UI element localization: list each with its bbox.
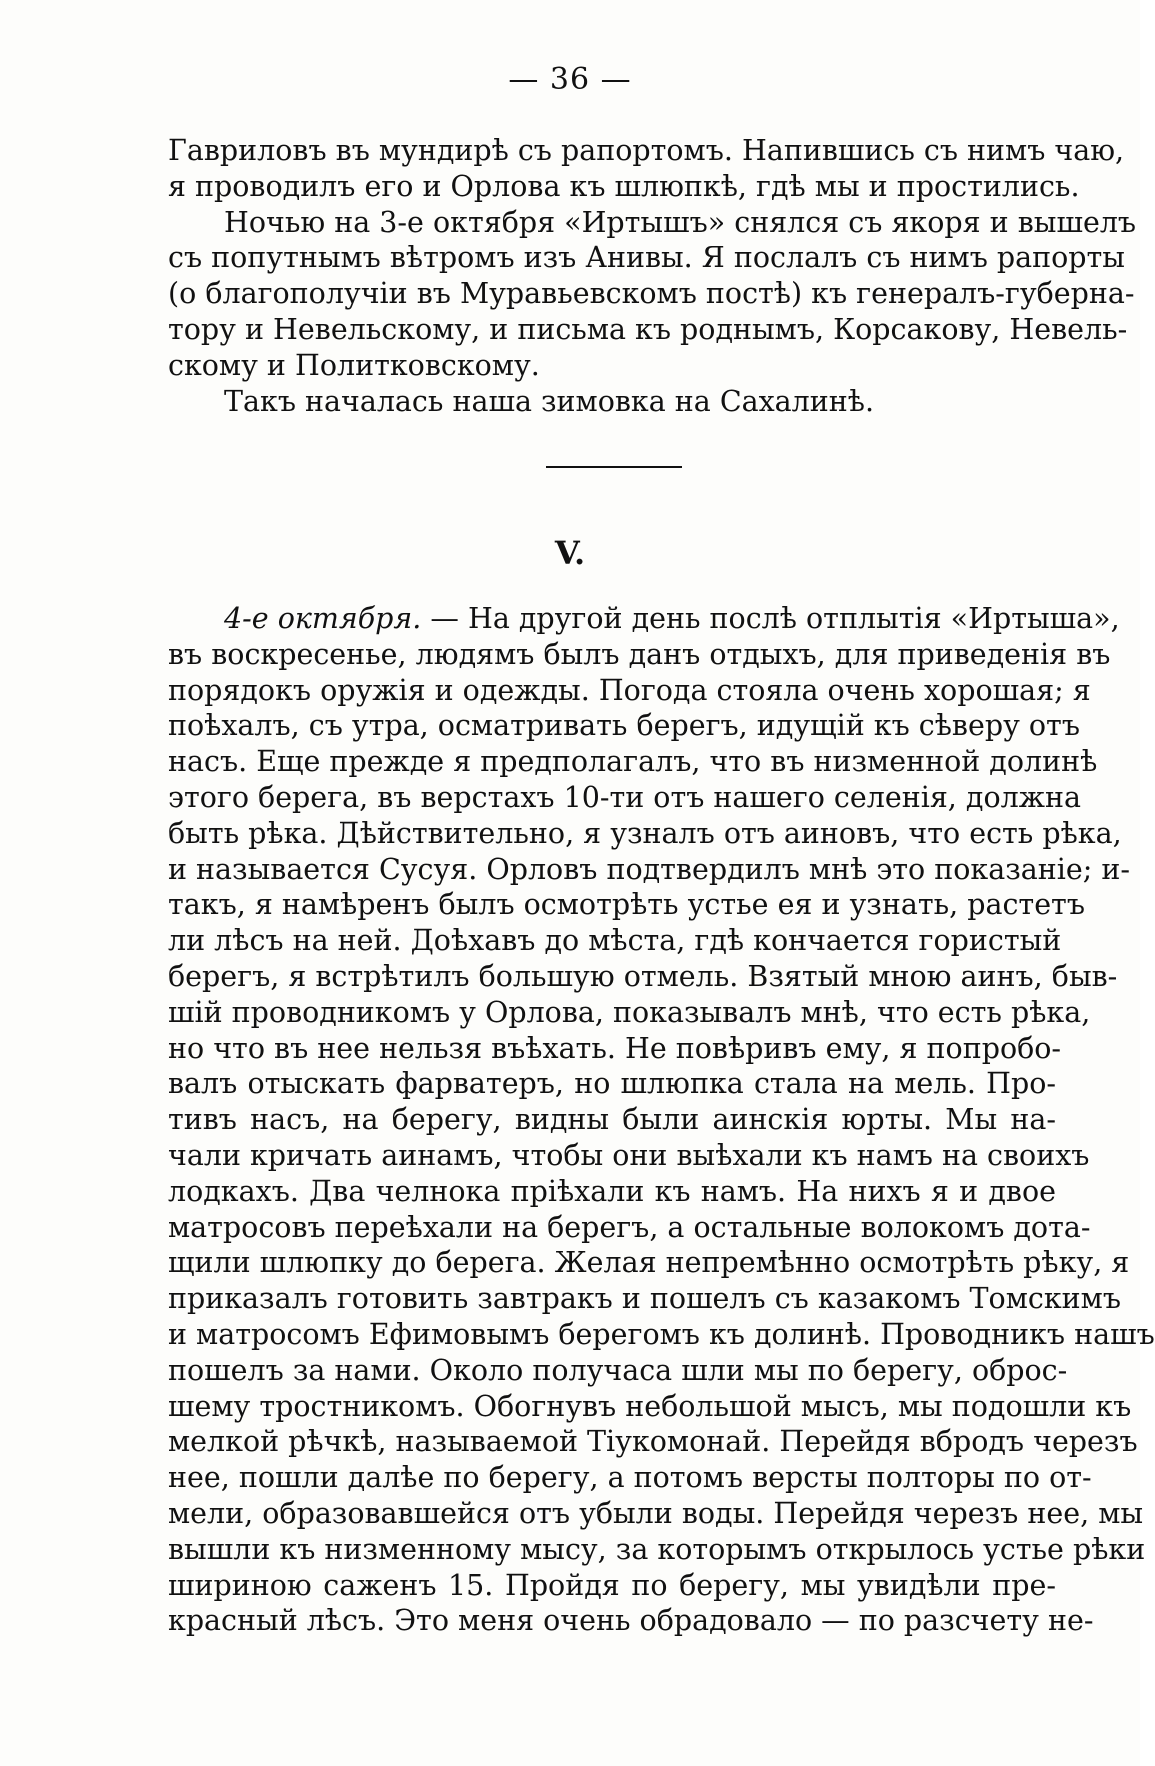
- text-line: тивъ насъ, на берегу, видны были аинскія юрты. Мы на-: [168, 1103, 1056, 1137]
- text-line: насъ. Еще прежде я предполагалъ, что въ низменной долинѣ: [168, 745, 1098, 779]
- text-line-first: [168, 601, 1120, 637]
- text-line: щили шлюпку до берега. Желая непремѣнно осмотрѣть рѣку, я: [168, 1246, 1130, 1280]
- text-line: шириною саженъ 15. Пройдя по берегу, мы увидѣли пре-: [168, 1568, 1056, 1602]
- text-line: Такъ началась наша зимовка на Сахалинѣ.: [224, 384, 875, 418]
- text-line: порядокъ оружія и одежды. Погода стояла очень хорошая; я: [168, 673, 1091, 707]
- text-line: лодкахъ. Два челнока пріѣхали къ намъ. На нихъ я и двое: [168, 1174, 1056, 1208]
- text-line: вышли къ низменному мысу, за которымъ открылось устье рѣки: [168, 1532, 1146, 1566]
- text-line: шему тростникомъ. Обогнувъ небольшой мысъ, мы подошли къ: [168, 1389, 1132, 1423]
- text-line: пошелъ за нами. Около получаса шли мы по берегу, оброс-: [168, 1353, 1068, 1387]
- first-line-text: — На другой день послѣ отплытія «Иртыша»,: [430, 602, 1120, 635]
- text-line: и называется Сусуя. Орловъ подтвердилъ мнѣ это показаніе; и-: [168, 852, 1131, 886]
- text-line: Гавриловъ въ мундирѣ съ рапортомъ. Напившись съ нимъ чаю,: [168, 134, 1125, 167]
- text-line: но что въ нее нельзя въѣхать. Не повѣривъ ему, я попробо-: [168, 1031, 1062, 1065]
- text-line: шій проводникомъ у Орлова, показывалъ мнѣ, что есть рѣка,: [168, 995, 1091, 1029]
- date-label: 4-е октября.: [224, 602, 422, 635]
- text-line: быть рѣка. Дѣйствительно, я узналъ отъ аиновъ, что есть рѣка,: [168, 816, 1122, 850]
- text-line: поѣхалъ, съ утра, осматривать берегъ, идущій къ сѣверу отъ: [168, 709, 1080, 743]
- text-line: приказалъ готовить завтракъ и пошелъ съ казакомъ Томскимъ: [168, 1282, 1121, 1316]
- text-line: въ воскресенье, людямъ былъ данъ отдыхъ, для приведенія въ: [168, 637, 1111, 671]
- text-line: я проводилъ его и Орлова къ шлюпкѣ, гдѣ мы и простились.: [168, 169, 1080, 203]
- text-line: (о благополучіи въ Муравьевскомъ постѣ) къ генералъ-губерна-: [168, 277, 1135, 311]
- text-line: мели, образовавшейся отъ убыли воды. Перейдя черезъ нее, мы: [168, 1496, 1144, 1530]
- text-line: такъ, я намѣренъ былъ осмотрѣть устье ея и узнать, растетъ: [168, 888, 1085, 922]
- text-line: чали кричать аинамъ, чтобы они выѣхали къ намъ на своихъ: [168, 1138, 1090, 1172]
- chapter-heading: V.: [554, 534, 586, 572]
- text-line: валъ отыскать фарватеръ, но шлюпка стала на мель. Про-: [168, 1067, 1056, 1101]
- text-line: съ попутнымъ вѣтромъ изъ Анивы. Я послалъ съ нимъ рапорты: [168, 241, 1125, 275]
- text-line: мелкой рѣчкѣ, называемой Тіукомонай. Перейдя вбродъ черезъ: [168, 1425, 1138, 1459]
- section-divider: [546, 466, 682, 468]
- text-line: матросовъ переѣхали на берегъ, а остальные волокомъ дота-: [168, 1210, 1091, 1244]
- text-line: нее, пошли далѣе по берегу, а потомъ версты полторы по от-: [168, 1461, 1092, 1495]
- top-text-block: [168, 133, 1137, 419]
- text-line: красный лѣсъ. Это меня очень обрадовало — по разсчету не-: [168, 1604, 1094, 1638]
- text-line: этого берега, въ верстахъ 10-ти отъ нашего селенія, должна: [168, 780, 1081, 814]
- text-line: Ночью на 3-е октября «Иртышъ» снялся съ якоря и вышелъ: [224, 205, 1137, 239]
- text-line: и матросомъ Ефимовымъ берегомъ къ долинѣ. Проводникъ нашъ: [168, 1317, 1155, 1351]
- text-line: берегъ, я встрѣтилъ большую отмель. Взятый мною аинъ, быв-: [168, 959, 1118, 993]
- main-text-block: [168, 601, 1155, 1639]
- text-line: скому и Политковскому.: [168, 348, 540, 382]
- text-line: ли лѣсъ на ней. Доѣхавъ до мѣста, гдѣ кончается гористый: [168, 924, 1062, 958]
- text-line: тору и Невельскому, и письма къ роднымъ, Корсакову, Невель-: [168, 312, 1128, 346]
- page-number: — 36 —: [508, 62, 632, 97]
